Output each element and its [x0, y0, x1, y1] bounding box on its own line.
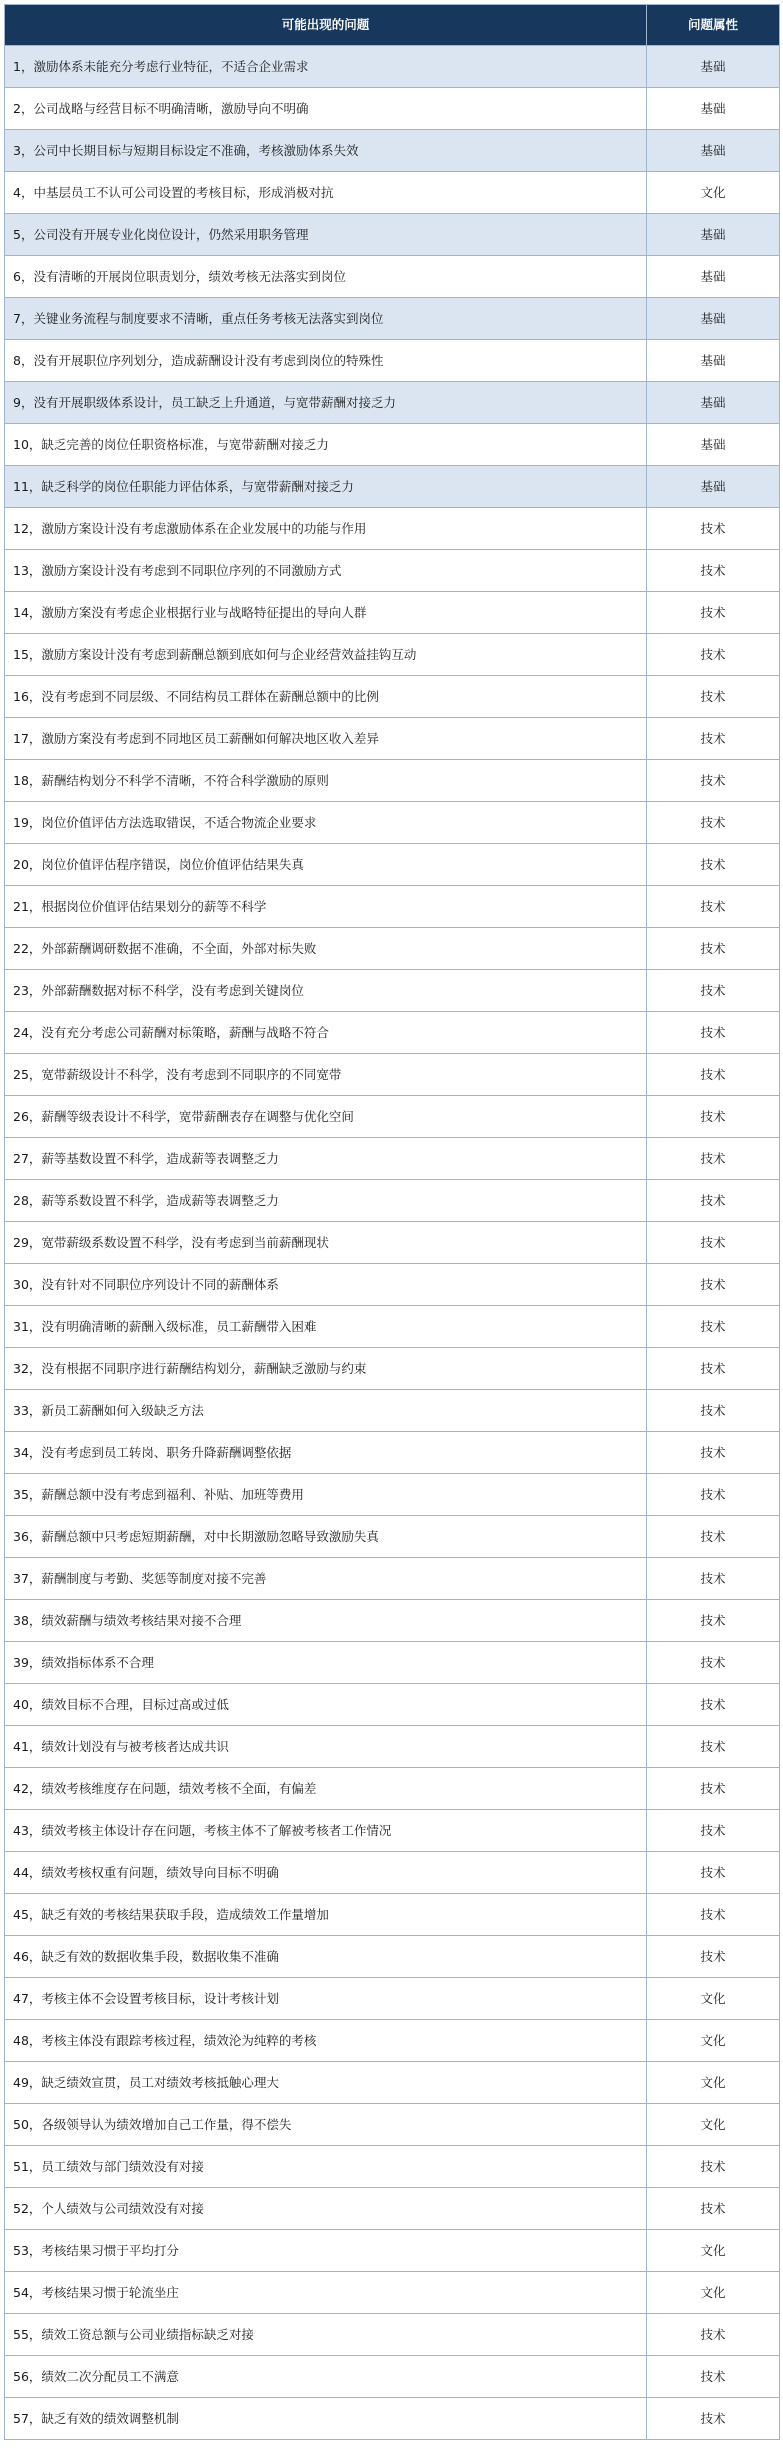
- question-cell: 57，缺乏有效的绩效调整机制: [5, 2398, 647, 2440]
- attribute-cell: 基础: [647, 256, 780, 298]
- question-cell: 37，薪酬制度与考勤、奖惩等制度对接不完善: [5, 1558, 647, 1600]
- attribute-cell: 技术: [647, 1012, 780, 1054]
- table-row: [5, 886, 780, 928]
- table-row: [5, 1768, 780, 1810]
- question-cell: 43，绩效考核主体设计存在问题，考核主体不了解被考核者工作情况: [5, 1810, 647, 1852]
- attribute-cell: 文化: [647, 2272, 780, 2314]
- question-cell: 30，没有针对不同职位序列设计不同的薪酬体系: [5, 1264, 647, 1306]
- attribute-cell: 技术: [647, 1684, 780, 1726]
- question-cell: 1，激励体系未能充分考虑行业特征，不适合企业需求: [5, 46, 647, 88]
- attribute-cell: 技术: [647, 1138, 780, 1180]
- question-cell: 11，缺乏科学的岗位任职能力评估体系，与宽带薪酬对接乏力: [5, 466, 647, 508]
- table-row: [5, 1180, 780, 1222]
- attribute-cell: 技术: [647, 676, 780, 718]
- question-cell: 24，没有充分考虑公司薪酬对标策略，薪酬与战略不符合: [5, 1012, 647, 1054]
- question-cell: 23，外部薪酬数据对标不科学，没有考虑到关键岗位: [5, 970, 647, 1012]
- table-row: [5, 508, 780, 550]
- table-row: [5, 1390, 780, 1432]
- question-cell: 18，薪酬结构划分不科学不清晰，不符合科学激励的原则: [5, 760, 647, 802]
- question-cell: 21，根据岗位价值评估结果划分的薪等不科学: [5, 886, 647, 928]
- question-cell: 16，没有考虑到不同层级、不同结构员工群体在薪酬总额中的比例: [5, 676, 647, 718]
- attribute-cell: 技术: [647, 1474, 780, 1516]
- table-row: [5, 1264, 780, 1306]
- table-row: [5, 424, 780, 466]
- table-row: [5, 550, 780, 592]
- attribute-cell: 基础: [647, 130, 780, 172]
- question-cell: 29，宽带薪级系数设置不科学，没有考虑到当前薪酬现状: [5, 1222, 647, 1264]
- question-cell: 34，没有考虑到员工转岗、职务升降薪酬调整依据: [5, 1432, 647, 1474]
- attribute-cell: 技术: [647, 970, 780, 1012]
- question-cell: 45，缺乏有效的考核结果获取手段，造成绩效工作量增加: [5, 1894, 647, 1936]
- table-row: [5, 1936, 780, 1978]
- question-cell: 55，绩效工资总额与公司业绩指标缺乏对接: [5, 2314, 647, 2356]
- table-row: [5, 802, 780, 844]
- table-row: [5, 1348, 780, 1390]
- table-row: [5, 844, 780, 886]
- question-cell: 26，薪酬等级表设计不科学，宽带薪酬表存在调整与优化空间: [5, 1096, 647, 1138]
- attribute-cell: 文化: [647, 2104, 780, 2146]
- table-row: [5, 1852, 780, 1894]
- question-cell: 47，考核主体不会设置考核目标，设计考核计划: [5, 1978, 647, 2020]
- attribute-cell: 技术: [647, 1264, 780, 1306]
- table-row: [5, 1054, 780, 1096]
- question-cell: 40，绩效目标不合理，目标过高或过低: [5, 1684, 647, 1726]
- attribute-cell: 技术: [647, 2314, 780, 2356]
- table-row: [5, 2062, 780, 2104]
- attribute-cell: 技术: [647, 1516, 780, 1558]
- attribute-cell: 技术: [647, 1390, 780, 1432]
- attribute-cell: 技术: [647, 718, 780, 760]
- table-row: [5, 1978, 780, 2020]
- table-row: [5, 1012, 780, 1054]
- table-row: [5, 256, 780, 298]
- question-cell: 8，没有开展职位序列划分，造成薪酬设计没有考虑到岗位的特殊性: [5, 340, 647, 382]
- attribute-cell: 技术: [647, 1306, 780, 1348]
- table-row: [5, 46, 780, 88]
- question-cell: 31，没有明确清晰的薪酬入级标准，员工薪酬带入困难: [5, 1306, 647, 1348]
- question-cell: 2，公司战略与经营目标不明确清晰，激励导向不明确: [5, 88, 647, 130]
- attribute-cell: 文化: [647, 2230, 780, 2272]
- table-header-row: [5, 5, 780, 46]
- table-row: [5, 1684, 780, 1726]
- table-row: [5, 382, 780, 424]
- attribute-cell: 技术: [647, 886, 780, 928]
- attribute-cell: 技术: [647, 634, 780, 676]
- table-row: [5, 2020, 780, 2062]
- table-row: [5, 1432, 780, 1474]
- table-row: [5, 592, 780, 634]
- question-cell: 56，绩效二次分配员工不满意: [5, 2356, 647, 2398]
- question-cell: 42，绩效考核维度存在问题，绩效考核不全面，有偏差: [5, 1768, 647, 1810]
- question-cell: 28，薪等系数设置不科学，造成薪等表调整乏力: [5, 1180, 647, 1222]
- question-cell: 46，缺乏有效的数据收集手段，数据收集不准确: [5, 1936, 647, 1978]
- question-cell: 5，公司没有开展专业化岗位设计，仍然采用职务管理: [5, 214, 647, 256]
- attribute-cell: 技术: [647, 760, 780, 802]
- table-row: [5, 214, 780, 256]
- table-row: [5, 2230, 780, 2272]
- attribute-cell: 技术: [647, 550, 780, 592]
- question-cell: 36，薪酬总额中只考虑短期薪酬，对中长期激励忽略导致激励失真: [5, 1516, 647, 1558]
- attribute-cell: 技术: [647, 508, 780, 550]
- attribute-cell: 技术: [647, 1894, 780, 1936]
- attribute-cell: 基础: [647, 214, 780, 256]
- question-cell: 53，考核结果习惯于平均打分: [5, 2230, 647, 2272]
- table-row: [5, 970, 780, 1012]
- question-cell: 44，绩效考核权重有问题，绩效导向目标不明确: [5, 1852, 647, 1894]
- question-cell: 33，新员工薪酬如何入级缺乏方法: [5, 1390, 647, 1432]
- question-cell: 7，关键业务流程与制度要求不清晰，重点任务考核无法落实到岗位: [5, 298, 647, 340]
- header-attribute: 问题属性: [647, 5, 780, 46]
- attribute-cell: 技术: [647, 1726, 780, 1768]
- table-row: [5, 2104, 780, 2146]
- table-row: [5, 1096, 780, 1138]
- question-cell: 32，没有根据不同职序进行薪酬结构划分，薪酬缺乏激励与约束: [5, 1348, 647, 1390]
- question-cell: 15，激励方案设计没有考虑到薪酬总额到底如何与企业经营效益挂钩互动: [5, 634, 647, 676]
- problem-table: [4, 4, 780, 2440]
- question-cell: 3，公司中长期目标与短期目标设定不准确，考核激励体系失效: [5, 130, 647, 172]
- attribute-cell: 基础: [647, 382, 780, 424]
- question-cell: 35，薪酬总额中没有考虑到福利、补贴、加班等费用: [5, 1474, 647, 1516]
- attribute-cell: 文化: [647, 1978, 780, 2020]
- table-row: [5, 1726, 780, 1768]
- attribute-cell: 技术: [647, 844, 780, 886]
- attribute-cell: 技术: [647, 1558, 780, 1600]
- table-row: [5, 760, 780, 802]
- question-cell: 48，考核主体没有跟踪考核过程，绩效沦为纯粹的考核: [5, 2020, 647, 2062]
- table-row: [5, 2398, 780, 2440]
- question-cell: 49，缺乏绩效宣贯，员工对绩效考核抵触心理大: [5, 2062, 647, 2104]
- attribute-cell: 技术: [647, 1348, 780, 1390]
- attribute-cell: 技术: [647, 1936, 780, 1978]
- question-cell: 10，缺乏完善的岗位任职资格标准，与宽带薪酬对接乏力: [5, 424, 647, 466]
- question-cell: 13，激励方案设计没有考虑到不同职位序列的不同激励方式: [5, 550, 647, 592]
- table-row: [5, 298, 780, 340]
- attribute-cell: 文化: [647, 2020, 780, 2062]
- table-row: [5, 718, 780, 760]
- question-cell: 52，个人绩效与公司绩效没有对接: [5, 2188, 647, 2230]
- table-row: [5, 340, 780, 382]
- table-row: [5, 1474, 780, 1516]
- table-row: [5, 1642, 780, 1684]
- attribute-cell: 技术: [647, 2146, 780, 2188]
- table-body: [5, 46, 780, 2440]
- table-row: [5, 1222, 780, 1264]
- attribute-cell: 文化: [647, 2062, 780, 2104]
- attribute-cell: 技术: [647, 1810, 780, 1852]
- attribute-cell: 技术: [647, 1222, 780, 1264]
- attribute-cell: 技术: [647, 928, 780, 970]
- attribute-cell: 技术: [647, 592, 780, 634]
- attribute-cell: 技术: [647, 1432, 780, 1474]
- table-row: [5, 130, 780, 172]
- attribute-cell: 基础: [647, 88, 780, 130]
- attribute-cell: 技术: [647, 1180, 780, 1222]
- header-question: 可能出现的问题: [5, 5, 647, 46]
- question-cell: 20，岗位价值评估程序错误，岗位价值评估结果失真: [5, 844, 647, 886]
- table-row: [5, 928, 780, 970]
- question-cell: 27，薪等基数设置不科学，造成薪等表调整乏力: [5, 1138, 647, 1180]
- table-row: [5, 1138, 780, 1180]
- table-row: [5, 2356, 780, 2398]
- question-cell: 19，岗位价值评估方法选取错误，不适合物流企业要求: [5, 802, 647, 844]
- attribute-cell: 技术: [647, 1768, 780, 1810]
- attribute-cell: 基础: [647, 466, 780, 508]
- question-cell: 51，员工绩效与部门绩效没有对接: [5, 2146, 647, 2188]
- attribute-cell: 技术: [647, 1642, 780, 1684]
- attribute-cell: 基础: [647, 340, 780, 382]
- question-cell: 39，绩效指标体系不合理: [5, 1642, 647, 1684]
- attribute-cell: 技术: [647, 802, 780, 844]
- table-row: [5, 88, 780, 130]
- attribute-cell: 技术: [647, 1852, 780, 1894]
- attribute-cell: 技术: [647, 1054, 780, 1096]
- attribute-cell: 技术: [647, 2398, 780, 2440]
- table-row: [5, 1306, 780, 1348]
- question-cell: 17，激励方案没有考虑到不同地区员工薪酬如何解决地区收入差异: [5, 718, 647, 760]
- table-row: [5, 1600, 780, 1642]
- attribute-cell: 基础: [647, 298, 780, 340]
- attribute-cell: 技术: [647, 2356, 780, 2398]
- table-row: [5, 676, 780, 718]
- table-row: [5, 1894, 780, 1936]
- attribute-cell: 技术: [647, 2188, 780, 2230]
- question-cell: 38，绩效薪酬与绩效考核结果对接不合理: [5, 1600, 647, 1642]
- question-cell: 12，激励方案设计没有考虑激励体系在企业发展中的功能与作用: [5, 508, 647, 550]
- question-cell: 50，各级领导认为绩效增加自己工作量，得不偿失: [5, 2104, 647, 2146]
- table-row: [5, 1810, 780, 1852]
- table-row: [5, 2146, 780, 2188]
- table-row: [5, 1516, 780, 1558]
- attribute-cell: 技术: [647, 1096, 780, 1138]
- attribute-cell: 基础: [647, 46, 780, 88]
- question-cell: 14，激励方案没有考虑企业根据行业与战略特征提出的导向人群: [5, 592, 647, 634]
- attribute-cell: 文化: [647, 172, 780, 214]
- question-cell: 25，宽带薪级设计不科学，没有考虑到不同职序的不同宽带: [5, 1054, 647, 1096]
- table-row: [5, 1558, 780, 1600]
- question-cell: 6，没有清晰的开展岗位职责划分，绩效考核无法落实到岗位: [5, 256, 647, 298]
- table-row: [5, 2314, 780, 2356]
- question-cell: 54，考核结果习惯于轮流坐庄: [5, 2272, 647, 2314]
- table-row: [5, 634, 780, 676]
- table-row: [5, 2272, 780, 2314]
- attribute-cell: 基础: [647, 424, 780, 466]
- table-row: [5, 2188, 780, 2230]
- question-cell: 4，中基层员工不认可公司设置的考核目标，形成消极对抗: [5, 172, 647, 214]
- question-cell: 22，外部薪酬调研数据不准确，不全面，外部对标失败: [5, 928, 647, 970]
- table-row: [5, 172, 780, 214]
- question-cell: 41，绩效计划没有与被考核者达成共识: [5, 1726, 647, 1768]
- attribute-cell: 技术: [647, 1600, 780, 1642]
- question-cell: 9，没有开展职级体系设计，员工缺乏上升通道，与宽带薪酬对接乏力: [5, 382, 647, 424]
- table-row: [5, 466, 780, 508]
